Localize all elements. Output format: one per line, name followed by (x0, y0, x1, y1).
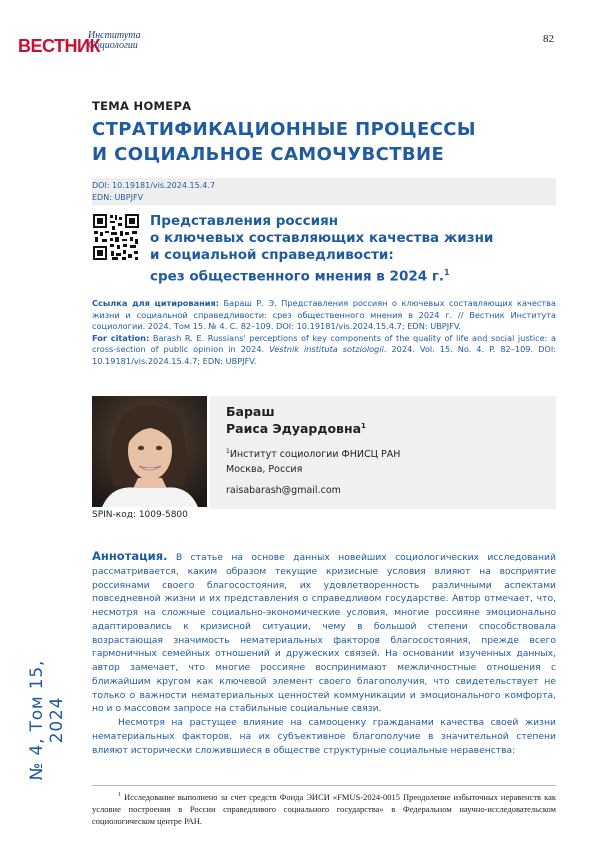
citation-ru-text: Бараш Р. Э. Представления россиян о ключевых составляющих качества жизни и социальной справедливости: срез общественного мнения в 2024 г. // Вестник Института социологии. 2024. Том 15. № 4. С. 82–109. DOI: 10.19181/vis.2024.15.4.7; EDN: UBPJFV. (92, 298, 557, 331)
affiliation-name: Институт социологии ФНИСЦ РАН (229, 449, 401, 461)
author-surname: Бараш (226, 404, 275, 419)
abstract-lead: Аннотация. (92, 549, 168, 563)
footnote-mark: 1 (118, 792, 121, 798)
section-title-line: И СОЦИАЛЬНОЕ САМОЧУВСТВИЕ (92, 144, 445, 165)
issue-label: № 4, Том 15, 2024 (27, 659, 67, 781)
article-title-line (150, 264, 550, 286)
article-title (150, 213, 550, 286)
citation-block (92, 298, 556, 367)
author-affiliation (226, 444, 400, 477)
footnote-reference[interactable]: 1 (444, 268, 450, 277)
author-given-names-line (226, 419, 366, 436)
article-title-line: о ключевых составляющих качества жизни (150, 230, 494, 246)
author-name (226, 405, 366, 436)
edn-code: EDN: UBPJFV (92, 193, 144, 202)
footnote (92, 789, 556, 827)
page-number: 82 (543, 33, 554, 45)
citation-en-journal: Vestnik instituta sotziologii (269, 344, 384, 354)
section-title-line: СТРАТИФИКАЦИОННЫЕ ПРОЦЕССЫ (92, 119, 476, 140)
article-title-text: срез общественного мнения в 2024 г. (150, 268, 445, 285)
footnote-divider (92, 785, 556, 786)
affiliation-line (226, 444, 400, 462)
affiliation-mark: 1 (361, 422, 366, 430)
abstract-text: В статье на основе данных новейших социологических исследований рассматривается, каким образом текущие кризисные условия влияют на восприятие россиянами своего благосостояния, их удовлетворенность различными аспектами повседневной жизни и их представления о справедливом государстве. Автор отмечает, что, несмотря на сложные социально-экономические условия, многие россияне эмоционально адаптировались к кризисной ситуации, чему в большой степени способствовала возрастающая значимость нематериальных факторов благосостояния, прежде всего гармоничных семейных отношений и дружеских связей. На основании изученных данных, автор замечает, что многие россияне воспринимают межличностные отношения с ближайшим кругом как ключевой элемент своего благополучия, что свидетельствует не только о важности нематериальных ценностей коммуникации и эмоционального комфорта, но и о массовом запросе на стабильные социальные связи. (92, 552, 556, 715)
citation-ru (92, 298, 556, 333)
section-title (92, 117, 512, 167)
citation-en-text-end: . 2024. Vol. 15. No. 4. P. 82–109. DOI: 10.19181/vis.2024.15.4.7; EDN: UBPJFV. (92, 344, 556, 366)
author-given-names: Раиса Эдуардовна (226, 421, 362, 437)
article-title-line: и социальной справедливости: (150, 247, 394, 263)
author-email[interactable]: raisabarash@gmail.com (226, 485, 341, 496)
qr-code-icon (92, 213, 140, 261)
abstract-paragraph (92, 550, 556, 716)
journal-logo: ВЕСТНИК (18, 36, 100, 56)
article-title-line: Представления россиян (150, 213, 339, 229)
abstract (92, 550, 556, 757)
footnote-text: Исследование выполнено за счет средств Фонда ЭИСИ «FMUS-2024-0015 Преодоление избыточных неравенств как условие построения в России справедливого социального государства» в Федеральном научно-исследовательском социологическом центре РАН. (92, 791, 556, 826)
affiliation-location: Москва, Россия (226, 464, 303, 476)
spin-code: SPIN-код: 1009-5800 (92, 510, 188, 520)
citation-en-label: For citation: (92, 332, 150, 343)
citation-ru-label: Ссылка для цитирования: (92, 298, 220, 308)
citation-en (92, 333, 556, 368)
abstract-paragraph: Несмотря на растущее влияние на самооценку гражданами качества своей жизни нематериальных факторов, на их субъективное благополучие в значительной степени влияют исторически сложившиеся в обществе структурные социальные неравенства: (92, 717, 556, 756)
affiliation-mark: 1 (226, 448, 230, 455)
section-label: ТЕМА НОМЕРА (92, 99, 192, 113)
author-photo (92, 396, 207, 507)
citation-en-text: Barash R. E. Russians' perceptions of key components of the quality of life and social justice: a cross-section of public opinion in 2024. (92, 332, 556, 354)
journal-logo-subtitle: Института Социологии (88, 30, 141, 51)
doi-link[interactable]: DOI: 10.19181/vis.2024.15.4.7 (92, 181, 215, 190)
